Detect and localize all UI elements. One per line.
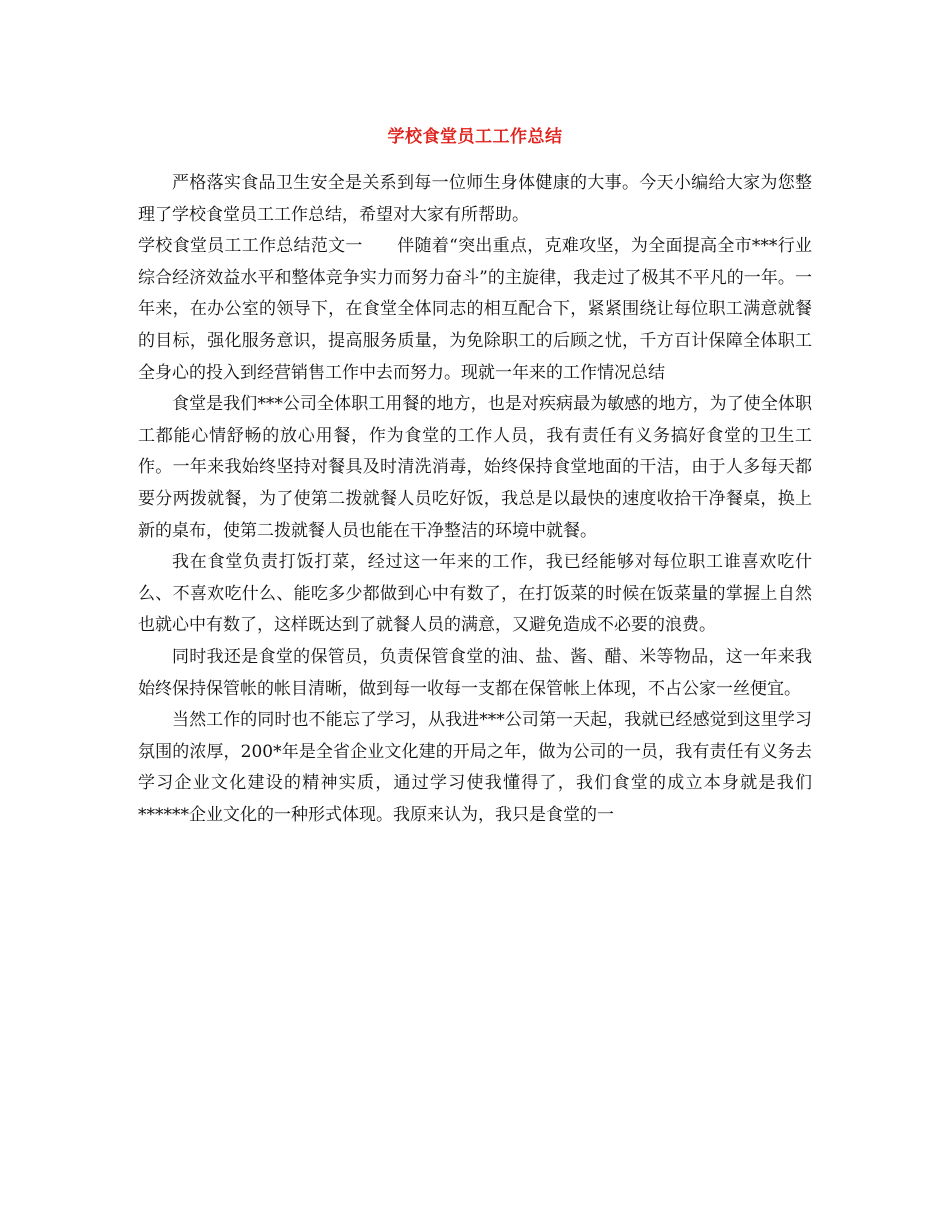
sample-one-paragraph: 学校食堂员工工作总结范文一 伴随着“突出重点，克难攻坚，为全面提高全市***行业综合经济效益水平和整体竞争实力而努力奋斗”的主旋律，我走过了极其不平凡的一年。一年来，在办公室的领导下，在食堂全体同志的相互配合下，紧紧围绕让每位职工满意就餐的目标，强化服务意识，提高服务质量，为免除职工的后顾之忧，千方百计保障全体职工全身心的投入到经营销售工作中去而努力。现就一年来的工作情况总结	[138, 236, 812, 383]
storekeeper-paragraph: 同时我还是食堂的保管员，负责保管食堂的油、盐、酱、醋、米等物品，这一年来我始终保持保管帐的帐目清晰，做到每一收每一支都在保管帐上体现，不占公家一丝便宜。	[138, 646, 812, 699]
learning-paragraph: 当然工作的同时也不能忘了学习，从我进***公司第一天起，我就已经感觉到这里学习氛围的浓厚，200*年是全省企业文化建的开局之年，做为公司的一员，我有责任有义务去学习企业文化建设的精神实质，通过学习使我懂得了，我们食堂的成立本身就是我们******企业文化的一种形式体现。我原来认为，我只是食堂的一	[138, 710, 812, 825]
document-body	[138, 168, 812, 831]
serving-paragraph: 我在食堂负责打饭打菜，经过这一年来的工作，我已经能够对每位职工谁喜欢吃什么、不喜欢吃什么、能吃多少都做到心中有数了，在打饭菜的时候在饭菜量的掌握上自然也就心中有数了，这样既达到了就餐人员的满意，又避免造成不必要的浪费。	[138, 552, 812, 636]
hygiene-paragraph: 食堂是我们***公司全体职工用餐的地方，也是对疾病最为敏感的地方，为了使全体职工都能心情舒畅的放心用餐，作为食堂的工作人员，我有责任有义务搞好食堂的卫生工作。一年来我始终坚持对餐具及时清洗消毒，始终保持食堂地面的干洁，由于人多每天都要分两拨就餐，为了使第二拨就餐人员吃好饭，我总是以最快的速度收拾干净餐桌，换上新的桌布，使第二拨就餐人员也能在干净整洁的环境中就餐。	[138, 394, 812, 541]
document-title: 学校食堂员工工作总结	[387, 127, 563, 147]
intro-paragraph: 严格落实食品卫生安全是关系到每一位师生身体健康的大事。今天小编给大家为您整理了学校食堂员工工作总结，希望对大家有所帮助。	[138, 173, 812, 225]
